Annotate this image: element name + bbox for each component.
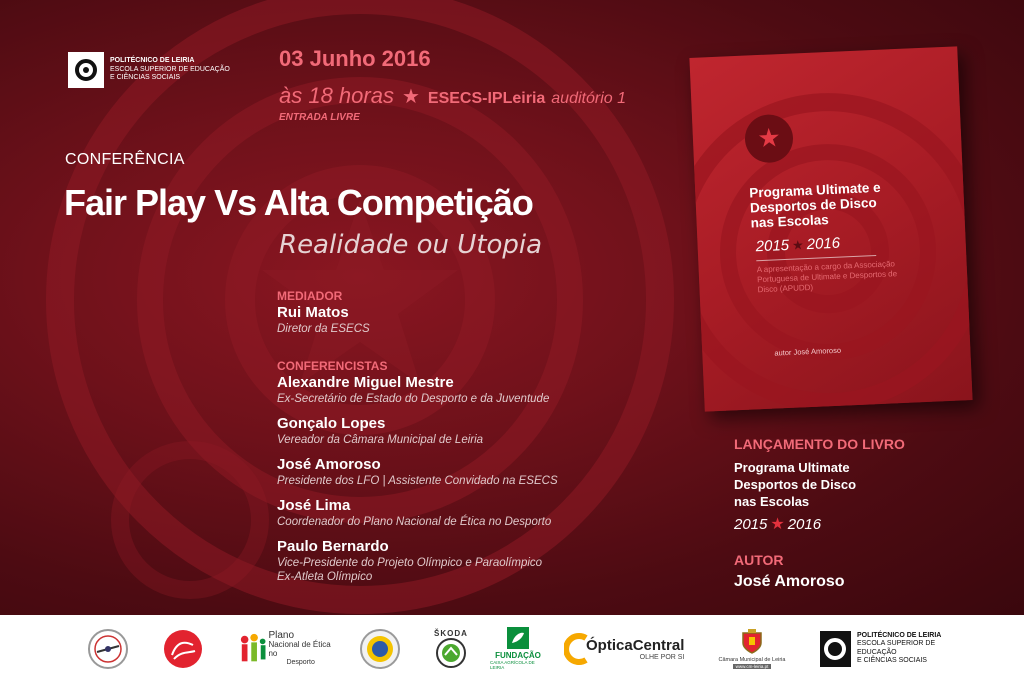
- logo-mark-icon: [68, 52, 104, 88]
- launch-title-line-3: nas Escolas: [734, 494, 810, 509]
- sponsor-logo-esecs-badge: [358, 615, 402, 682]
- launch-title-line-1: Programa Ultimate: [734, 460, 850, 475]
- sponsor-logo-camara-leiria: [718, 615, 786, 682]
- book-rings-decoration: [689, 46, 972, 411]
- logo-line-2: ESCOLA SUPERIOR DE EDUCAÇÃO: [110, 65, 230, 73]
- book-author: autor José Amoroso: [774, 345, 842, 358]
- speaker-name: Paulo Bernardo: [277, 538, 389, 555]
- ipl-text: [857, 632, 960, 666]
- plano-text: [268, 631, 338, 667]
- figures-icon: [238, 629, 266, 669]
- sponsor-logo-fundacao: [490, 615, 546, 682]
- fundacao-leaf-icon: [507, 627, 529, 649]
- speaker-role: Ex-Secretário de Estado do Desporto e da Juventude: [277, 393, 550, 405]
- ipl-line-3: E CIÊNCIAS SOCIAIS: [856, 657, 927, 664]
- speaker-name: José Lima: [277, 497, 351, 514]
- launch-title-line-2: Desportos de Disco: [734, 477, 857, 492]
- optica-wordmark: [586, 637, 684, 654]
- book-star-icon: ★: [744, 114, 794, 164]
- event-venue: ESECS-IPLeiria: [427, 90, 546, 107]
- mediator-name: Rui Matos: [277, 304, 349, 321]
- coat-of-arms-icon: [740, 629, 764, 655]
- event-title: Fair Play Vs Alta Competição: [64, 182, 533, 223]
- logo-line-3: E CIÊNCIAS SOCIAIS: [110, 74, 181, 82]
- lfo-disc-icon: [163, 629, 203, 669]
- speaker-name: José Amoroso: [277, 456, 381, 473]
- speaker-name: Alexandre Miguel Mestre: [277, 374, 454, 391]
- book-cover: [689, 46, 972, 411]
- plano-line-3: Desporto: [286, 658, 315, 666]
- book-year-start: 2015: [755, 236, 790, 256]
- sponsor-logo-plano-nacional: [238, 615, 338, 682]
- camara-url: www.cm-leiria.pt: [733, 664, 772, 669]
- event-kicker: CONFERÊNCIA: [65, 151, 185, 168]
- skoda-emblem-icon: [436, 638, 466, 668]
- speaker-item: [277, 414, 483, 446]
- optica-word-a: Óptica: [586, 636, 633, 654]
- speaker-item: [277, 537, 542, 583]
- ipl-line-2: ESCOLA SUPERIOR DE EDUCAÇÃO: [856, 640, 936, 656]
- optica-word-b: Central: [632, 636, 685, 654]
- sponsor-logo-lfo: [162, 615, 204, 682]
- speaker-item: [277, 455, 558, 487]
- sponsor-logo-optica-central: [564, 615, 688, 682]
- plano-line-1: Plano: [268, 629, 295, 641]
- fundacao-text: FUNDAÇÃO: [495, 651, 541, 660]
- book-title: [749, 177, 951, 231]
- star-icon: ★: [791, 237, 805, 253]
- camara-text: Câmara Municipal de Leiria: [718, 656, 786, 663]
- event-time: às 18 horas: [279, 83, 394, 108]
- ipl-line-1: POLITÉCNICO DE LEIRIA: [856, 631, 942, 639]
- sponsor-logo-apudd: [86, 615, 130, 682]
- optica-tagline: OLHE POR SI: [639, 653, 685, 661]
- launch-year-end: 2016: [787, 516, 822, 533]
- badge-icon: [359, 628, 401, 670]
- mediator-block: [277, 289, 370, 335]
- sponsor-logo-ipleiria: [820, 615, 960, 682]
- book-title-line-3: nas Escolas: [750, 212, 829, 231]
- logo-text: [110, 57, 230, 83]
- launch-years: [734, 514, 821, 534]
- mediator-role: Diretor da ESECS: [277, 323, 370, 335]
- author-label: AUTOR: [734, 552, 784, 568]
- event-room: auditório 1: [551, 90, 626, 107]
- sponsor-bar: [0, 615, 1024, 682]
- sponsor-logo-skoda: [426, 615, 476, 682]
- speaker-item: [277, 373, 549, 405]
- speaker-item: [277, 496, 551, 528]
- speaker-role: Vice-Presidente do Projeto Olímpico e Paraolímpico: [277, 557, 543, 569]
- book-title-line-2: Desportos de Disco: [749, 194, 877, 216]
- book-description: A apresentação a cargo da Associação Portuguesa de Ultimate e Desportos de Disco (APUDD): [756, 259, 898, 295]
- star-icon: ★: [401, 86, 420, 108]
- logo-line-1: POLITÉCNICO DE LEIRIA: [110, 57, 195, 65]
- entry-free: ENTRADA LIVRE: [279, 112, 360, 123]
- event-date: 03 Junho 2016: [279, 46, 431, 71]
- speaker-role: Vereador da Câmara Municipal de Leiria: [277, 434, 484, 446]
- launch-label: LANÇAMENTO DO LIVRO: [734, 436, 905, 452]
- ipl-logo-mark-icon: [820, 631, 851, 667]
- disc-emblem-icon: [87, 628, 129, 670]
- book-title-line-1: Programa Ultimate e: [749, 179, 881, 201]
- speaker-name: Gonçalo Lopes: [277, 415, 386, 432]
- launch-year-start: 2015: [734, 516, 768, 533]
- star-icon: ★: [770, 516, 785, 533]
- fundacao-subtext: CAIXA AGRÍCOLA DE LEIRIA: [490, 660, 535, 670]
- speaker-role-2: Ex-Atleta Olímpico: [277, 571, 373, 583]
- event-time-venue: [279, 83, 626, 109]
- launch-title: [734, 459, 934, 510]
- book-year-end: 2016: [806, 234, 841, 254]
- speakers-label: CONFERENCISTAS: [277, 359, 388, 373]
- skoda-text: ŠKODA: [434, 629, 468, 638]
- event-subtitle: Realidade ou Utopia: [279, 230, 543, 260]
- optica-text: [586, 637, 684, 661]
- author-name: José Amoroso: [734, 573, 845, 590]
- institution-logo: [68, 52, 230, 88]
- speaker-role: Coordenador do Plano Nacional de Ética no Desporto: [277, 516, 552, 528]
- speaker-role: Presidente dos LFO | Assistente Convidado na ESECS: [277, 475, 558, 487]
- mediator-label: MEDIADOR: [277, 289, 343, 303]
- plano-line-2: Nacional de Ética no: [268, 639, 331, 658]
